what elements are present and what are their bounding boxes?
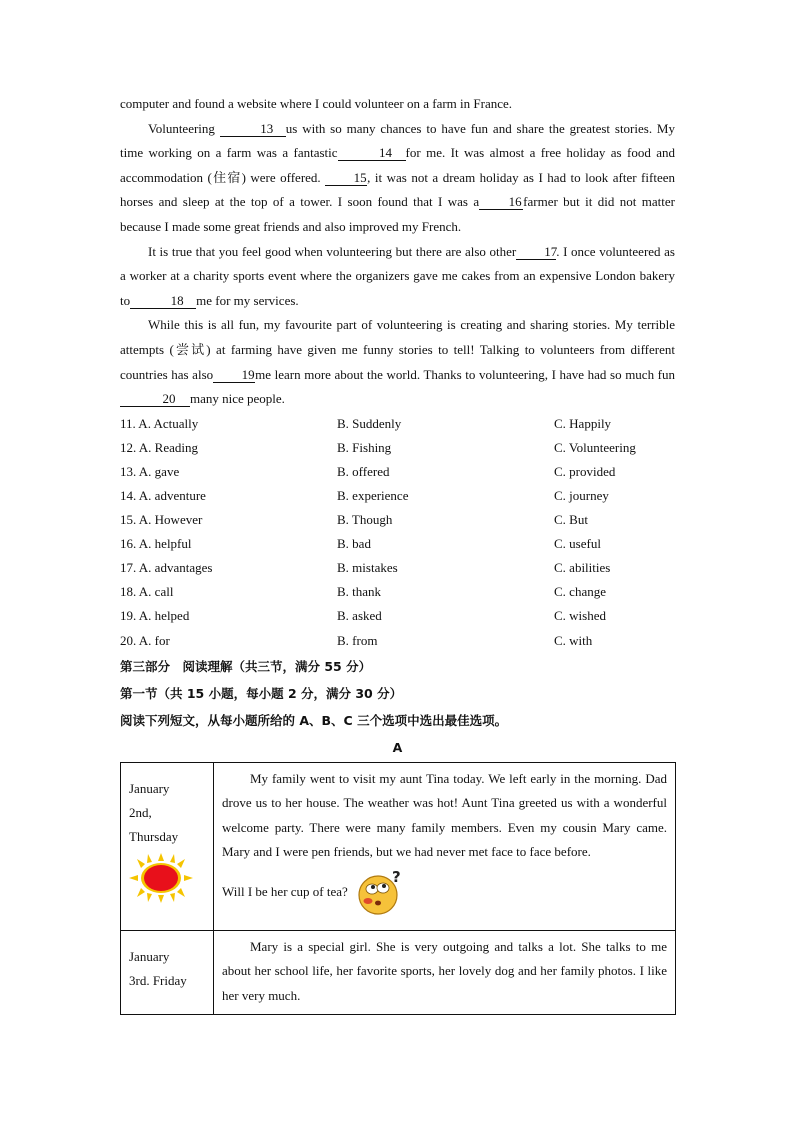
date-month: January: [129, 948, 170, 964]
diary-date-cell: [121, 762, 214, 930]
option-row: [120, 436, 675, 460]
svg-text:?: ?: [391, 869, 401, 887]
option-a: 14. A. adventure: [120, 488, 206, 503]
reading-instruction: 阅读下列短文，从每小题所给的 A、B、C 三个选项中选出最佳选项。: [120, 712, 508, 728]
option-c: C. with: [554, 632, 593, 648]
option-row: [120, 532, 675, 556]
puzzled-face-icon: [352, 869, 408, 915]
diary-entry-text: Mary is a special girl. She is very outgoing and talks a lot. She talks to me about her school life, her favorite sports, her lovely dog and her family photos. I like her very much.: [222, 938, 667, 1003]
option-c: C. change: [554, 584, 606, 600]
option-a: 19. A. helped: [120, 608, 190, 624]
diary-question: Will I be her cup of tea?: [222, 883, 348, 899]
option-c: C. But: [554, 512, 588, 528]
blank-17: 17: [516, 245, 556, 260]
passage-title: A: [392, 739, 403, 755]
passage-line: computer and found a website where I could volunteer on a farm in France.: [120, 96, 513, 111]
option-a: 18. A. call: [120, 584, 174, 600]
option-c: C. abilities: [554, 560, 611, 576]
blank-18: 18: [130, 294, 196, 309]
diary-table: [120, 762, 676, 1015]
date-day: 2nd,: [129, 804, 152, 820]
option-b: B. offered: [337, 463, 390, 479]
option-c: C. Volunteering: [554, 439, 636, 455]
blank-13: 13: [220, 122, 286, 137]
option-a: 11. A. Actually: [120, 415, 199, 431]
option-c: C. provided: [554, 463, 616, 479]
option-row: [120, 629, 675, 653]
diary-entry-text: My family went to visit my aunt Tina today. We left early in the morning. Dad drove us to her house. The weather was hot! Aunt Tina greeted us with a wonderful welcome party. There were many family members. Even my cousin Mary came. Mary and I were pen friends, but we had never met face to face before.: [222, 770, 667, 860]
option-b: B. Fishing: [337, 439, 392, 455]
option-c: C. useful: [554, 536, 601, 552]
option-b: B. bad: [337, 536, 371, 552]
sun-icon: [129, 853, 193, 903]
passage-paragraph-3: While this is all fun, my favourite part of volunteering is creating and sharing stories. My terrible attempts (尝试) at farming have given me funny stories to tell! Talking to volunteers from different countries has also 19me learn more about the world. Thanks to volunteering, I have had so much fun20 many nice people.: [120, 317, 676, 407]
diary-row: [121, 762, 676, 930]
option-c: C. Happily: [554, 415, 612, 431]
diary-date-cell: [121, 930, 214, 1014]
option-row: [120, 484, 675, 508]
option-row: [120, 508, 675, 532]
blank-15: 15: [325, 171, 367, 186]
blank-20: 20: [120, 392, 190, 407]
option-a: 16. A. helpful: [120, 536, 192, 552]
option-row: [120, 556, 675, 580]
date-day: 3rd. Friday: [129, 972, 187, 988]
option-a: 20. A. for: [120, 632, 170, 648]
blank-14: 14: [338, 146, 406, 161]
option-b: B. mistakes: [337, 560, 398, 576]
option-row: [120, 580, 675, 604]
section-heading-part3: 第三部分 阅读理解（共三节，满分 55 分）: [120, 658, 372, 674]
option-b: B. thank: [337, 584, 382, 600]
passage-paragraph-1: Volunteering 13 us with so many chances to have fun and share the greatest stories. My time working on a farm was a fantastic 14 for me. It was almost a free holiday as food and accommodation (住宿) were offered. 15, it was not a dream holiday as I had to look after fifteen horses and sleep at the top of a tower. I soon found that I was a 16 farmer but it did not matter because I made some great friends and also improved my French.: [120, 120, 676, 234]
option-c: C. journey: [554, 488, 609, 503]
date-weekday: Thursday: [129, 828, 179, 844]
diary-entry-cell: [214, 762, 676, 930]
option-b: B. experience: [337, 488, 409, 503]
option-b: B. Though: [337, 512, 393, 528]
option-row: [120, 460, 675, 484]
blank-16: 16: [479, 195, 523, 210]
option-row: [120, 604, 675, 628]
option-row: [120, 412, 675, 436]
option-b: B. from: [337, 632, 378, 648]
diary-row: [121, 930, 676, 1014]
option-a: 12. A. Reading: [120, 439, 198, 455]
options-list: [120, 412, 675, 653]
option-a: 15. A. However: [120, 512, 203, 528]
option-a: 13. A. gave: [120, 463, 180, 479]
option-b: B. Suddenly: [337, 415, 402, 431]
passage-paragraph-2: It is true that you feel good when volunteering but there are also other 17. I once volunteered as a worker at a charity sports event where the organizers gave me cakes from an expensive London bakery to 18 me for my services.: [120, 243, 675, 308]
date-month: January: [129, 780, 170, 796]
option-a: 17. A. advantages: [120, 560, 213, 576]
option-c: C. wished: [554, 608, 606, 624]
blank-19: 19: [213, 368, 255, 383]
section-heading-section1: 第一节（共 15 小题，每小题 2 分，满分 30 分）: [120, 685, 403, 701]
option-b: B. asked: [337, 608, 382, 624]
worksheet-page: [120, 92, 675, 1015]
diary-entry-cell: [214, 930, 676, 1014]
diary-entry-tail: [222, 869, 667, 915]
